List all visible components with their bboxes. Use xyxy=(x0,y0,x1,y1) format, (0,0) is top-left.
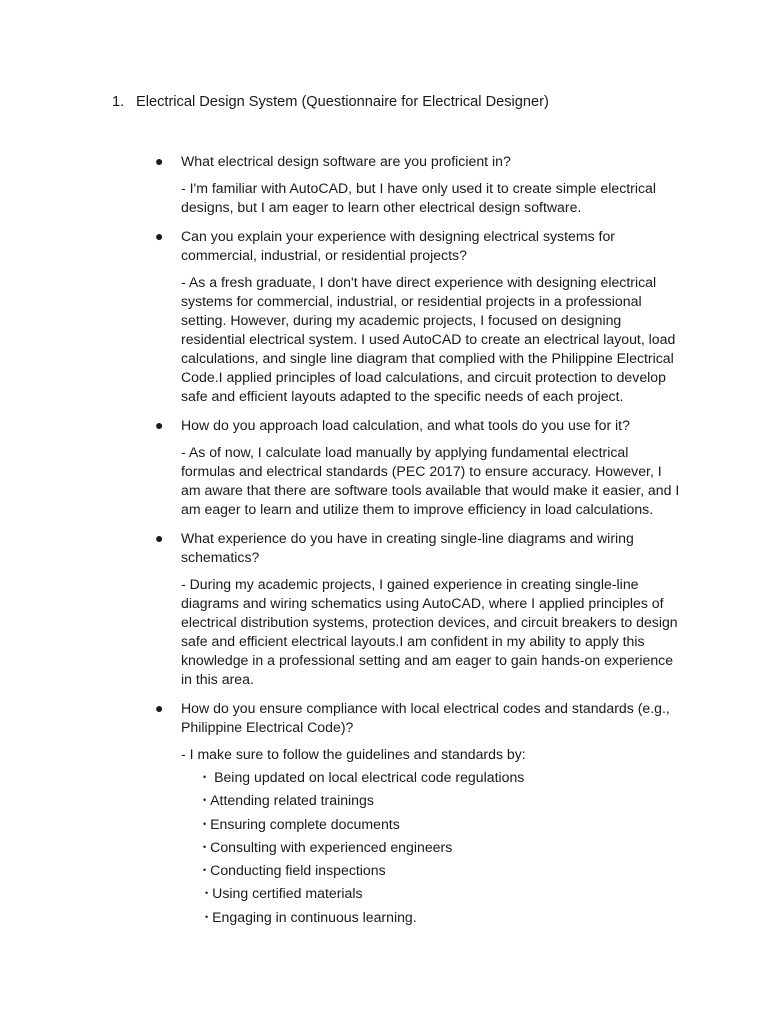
list-item xyxy=(0,152,681,217)
sub-bullet-icon: • xyxy=(203,772,207,782)
sub-list-item xyxy=(181,766,681,789)
question-text: What electrical design software are you proficient in? xyxy=(181,153,511,169)
bullet-icon: ● xyxy=(155,700,164,716)
sub-bullet-icon: • xyxy=(205,888,209,899)
sub-item-text: Consulting with experienced engineers xyxy=(210,838,453,855)
sub-item-text: Conducting field inspections xyxy=(210,862,386,879)
answer-text: - As a fresh graduate, I don't have direct experience with designing electrical systems for commercial, industrial, or residential projects in a professional setting. However, during my academic projects, I focused on designing residential electrical system. I used AutoCAD to create an electrical layout, load calculations, and single line diagram that complied with the Philippine Electrical Code.I applied principles of load calculations, and circuit protection to develop safe and efficient layouts adapted to the specific needs of each project. xyxy=(181,274,676,404)
bullet-icon: ● xyxy=(155,417,164,433)
sub-item-text: Being updated on local electrical code regulations xyxy=(210,769,525,785)
sub-item-text: Engaging in continuous learning. xyxy=(212,908,417,925)
list-item xyxy=(0,699,681,929)
answer-text: - I'm familiar with AutoCAD, but I have only used it to create simple electrical designs, but I am eager to learn other electrical design software. xyxy=(181,180,657,215)
question-text: Can you explain your experience with designing electrical systems for commercial, industrial, or residential projects? xyxy=(181,228,615,263)
section-number: 1. xyxy=(112,94,125,110)
sub-list-item xyxy=(181,836,681,859)
list-item xyxy=(0,529,681,689)
bullet-icon: ● xyxy=(155,530,164,546)
sub-list-item xyxy=(181,859,681,882)
sub-list-item xyxy=(181,813,681,836)
sub-item-text: Attending related trainings xyxy=(210,792,374,809)
sub-bullet-icon: • xyxy=(203,795,207,806)
answer-text: - I make sure to follow the guidelines and standards by: xyxy=(181,746,526,762)
sub-bullet-icon: • xyxy=(205,911,209,922)
sub-bullet-icon: • xyxy=(203,818,207,829)
compliance-sub-list xyxy=(181,766,681,929)
sub-list-item xyxy=(181,906,681,929)
answer-text: - During my academic projects, I gained experience in creating single-line diagrams and wiring schematics using AutoCAD, where I applied principles of electrical distribution systems, protection devices, and circuit breakers to design safe and efficient electrical layouts.I am confident in my ability to apply this knowledge in a professional setting and am eager to gain hands-on experience in this area. xyxy=(181,576,678,687)
section-heading xyxy=(112,92,549,112)
sub-list-item xyxy=(181,789,681,812)
question-text: What experience do you have in creating single-line diagrams and wiring schematics? xyxy=(181,530,634,565)
sub-bullet-icon: • xyxy=(203,841,207,852)
list-item xyxy=(0,227,681,406)
list-item xyxy=(0,416,681,519)
sub-item-text: Using certified materials xyxy=(212,885,363,902)
bullet-icon: ● xyxy=(155,228,164,244)
question-text: How do you approach load calculation, and what tools do you use for it? xyxy=(181,417,630,433)
sub-bullet-icon: • xyxy=(203,865,207,876)
section-title: Electrical Design System (Questionnaire for Electrical Designer) xyxy=(136,94,549,110)
question-list xyxy=(0,152,768,939)
bullet-icon: ● xyxy=(155,153,164,169)
question-text: How do you ensure compliance with local electrical codes and standards (e.g., Philippine Electrical Code)? xyxy=(181,700,670,735)
sub-list-item xyxy=(181,882,681,905)
sub-item-text: Ensuring complete documents xyxy=(210,815,400,832)
answer-text: - As of now, I calculate load manually by applying fundamental electrical formulas and electrical standards (PEC 2017) to ensure accuracy. However, I am aware that there are software tools available that would make it easier, and I am eager to learn and utilize them to improve efficiency in load calculations. xyxy=(181,444,680,517)
